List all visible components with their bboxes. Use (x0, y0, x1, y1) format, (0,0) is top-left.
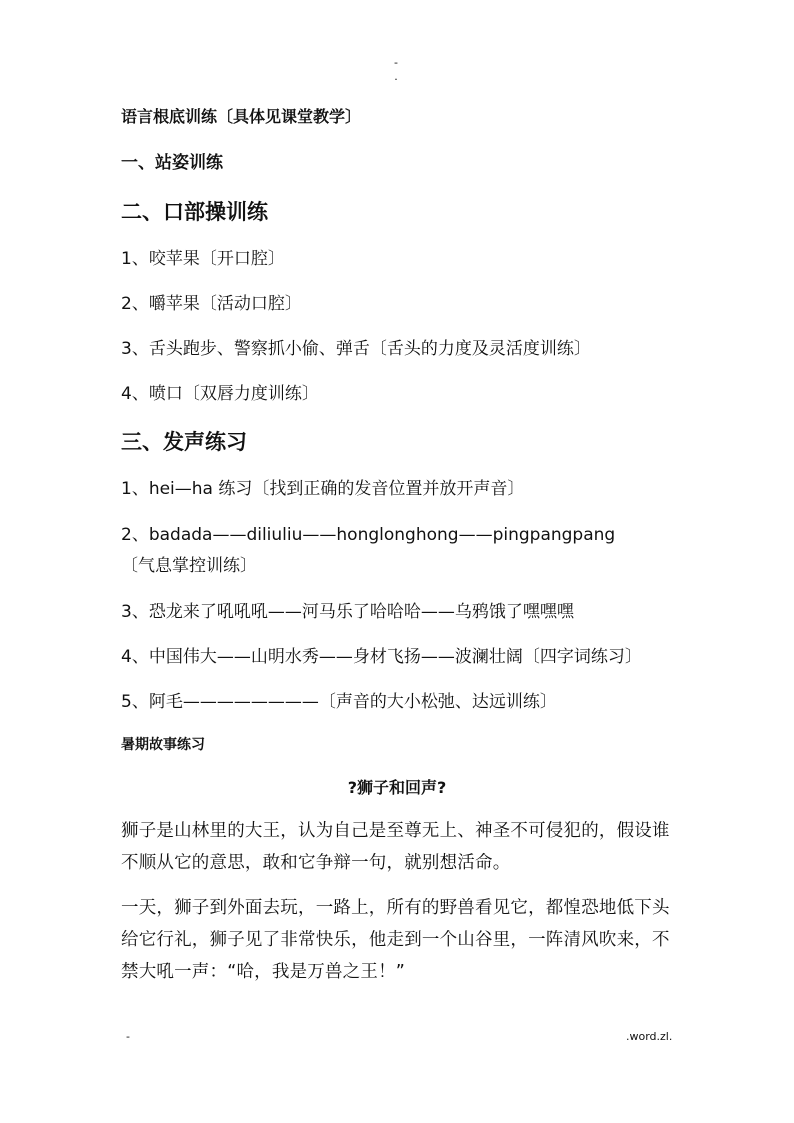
page-heading: 语言根底训练〔具体见课堂教学〕 (121, 107, 362, 126)
mouth-item-1: 1、咬苹果〔开口腔〕 (121, 249, 285, 269)
vocal-item-2: 2、badada——diliuliu——honglonghong——pingpangpang (121, 525, 616, 545)
story-title: ?狮子和回声? (347, 778, 447, 797)
section-heading-vocal-practice: 三、发声练习 (121, 430, 247, 454)
header-mark: - . (394, 56, 398, 83)
vocal-item-3: 3、恐龙来了吼吼吼——河马乐了哈哈哈——乌鸦饿了嘿嘿嘿 (121, 602, 574, 622)
vocal-item-4: 4、中国伟大——山明水秀——身材飞扬——波澜壮阔〔四字词练习〕 (121, 647, 642, 667)
story-section-label: 暑期故事练习 (121, 737, 205, 753)
footer-left-mark: - (126, 1030, 130, 1043)
mouth-item-4: 4、喷口〔双唇力度训练〕 (121, 384, 319, 404)
story-paragraph-1: 狮子是山林里的大王，认为自己是至尊无上、神圣不可侵犯的，假设谁不顺从它的意思，敢和它争辩一句，就别想活命。 (121, 821, 670, 873)
mouth-item-2: 2、嚼苹果〔活动口腔〕 (121, 294, 302, 314)
story-paragraph-2: 一天，狮子到外面去玩，一路上，所有的野兽看见它，都惶恐地低下头给它行礼，狮子见了非常快乐，他走到一个山谷里，一阵清风吹来，不禁大吼一声：“哈，我是万兽之王！” (121, 898, 670, 982)
section-heading-stance: 一、站姿训练 (121, 153, 223, 173)
vocal-item-2-note: 〔气息掌控训练〕 (121, 556, 257, 576)
vocal-item-5: 5、阿毛————————〔声音的大小松弛、达远训练〕 (121, 692, 557, 712)
footer-watermark: .word.zl. (626, 1030, 673, 1043)
vocal-item-1: 1、hei—ha 练习〔找到正确的发音位置并放开声音〕 (121, 479, 525, 499)
section-heading-mouth-exercise: 二、口部操训练 (121, 200, 268, 224)
mouth-item-3: 3、舌头跑步、警察抓小偷、弹舌〔舌头的力度及灵活度训练〕 (121, 339, 591, 359)
